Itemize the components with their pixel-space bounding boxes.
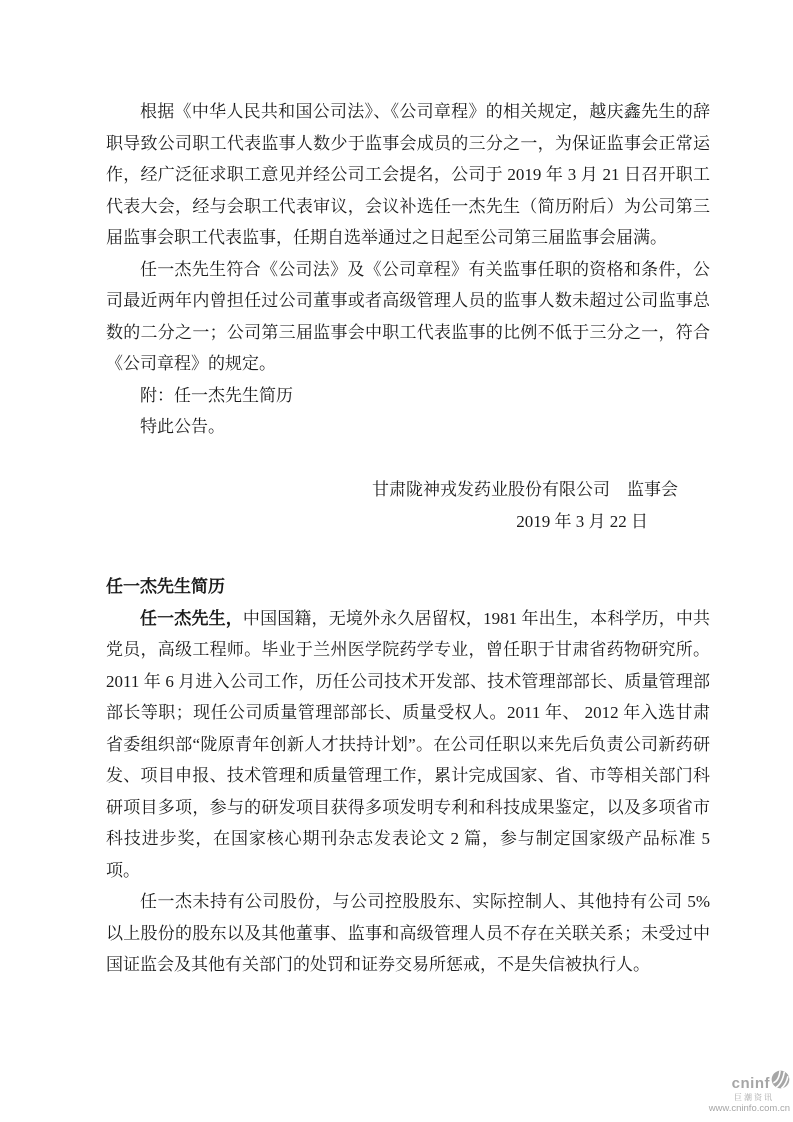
announcement-paragraph-2: 任一杰先生符合《公司法》及《公司章程》有关监事任职的资格和条件，公司最近两年内曾担任过公司董事或者高级管理人员的监事人数未超过公司监事总数的二分之一；公司第三届监事会中职工代表监事的比例不低于三分之一，符合《公司章程》的规定。 xyxy=(106,259,710,373)
resume-disclosure-paragraph: 任一杰未持有公司股份，与公司控股股东、实际控制人、其他持有公司 5%以上股份的股东以及其他董事、监事和高级管理人员不存在关联关系；未受过中国证监会及其他有关部门的处罚和证券交易所惩戒，不是失信被执行人。 xyxy=(106,892,710,974)
attachment-note: 附：任一杰先生简历 xyxy=(140,385,293,405)
cninfo-chinese-name: 巨潮资讯 xyxy=(734,1092,774,1102)
signature-block xyxy=(106,474,710,537)
resume-lead-name: 任一杰先生， xyxy=(140,608,243,628)
cninfo-logo-row xyxy=(709,1074,790,1094)
cninfo-swirl-icon xyxy=(771,1070,790,1094)
signature-company: 甘肃陇神戎发药业股份有限公司 监事会 xyxy=(372,480,678,499)
cninfo-url: www.cninfo.com.cn xyxy=(708,1102,790,1114)
cninfo-watermark xyxy=(709,1074,790,1114)
signature-date: 2019 年 3 月 22 日 xyxy=(516,511,648,531)
resume-body-text: 中国国籍，无境外永久居留权，1981 年出生，本科学历，中共党员，高级工程师。毕业于兰州医学院药学专业，曾任职于甘肃省药物研究所。2011 年 6 月进入公司工作，历任公司技术开发部、技术管理部部长、质量管理部部长等职；现任公司质量管理部部长、质量受权人。2011 年、 2012 年入选甘肃省委组织部“陇原青年创新人才扶持计划”。在公司任职以来先后负责公司新药研发、项目申报、技术管理和质量管理工作，累计完成国家、省、市等相关部门科研项目多项，参与的研发项目获得多项发明专利和科技成果鉴定，以及多项省市科技进步奖，在国家核心期刊杂志发表论文 2 篇，参与制定国家级产品标准 5 项。 xyxy=(106,608,711,880)
resume-heading: 任一杰先生简历 xyxy=(106,577,225,596)
cninfo-logo-text: cninf xyxy=(731,1074,770,1092)
announcement-paragraph-1: 根据《中华人民共和国公司法》、《公司章程》的相关规定，越庆鑫先生的辞职导致公司职工代表监事人数少于监事会成员的三分之一，为保证监事会正常运作，经广泛征求职工意见并经公司工会提名，公司于 2019 年 3 月 21 日召开职工代表大会，经与会职工代表审议，会议补选任一杰先生（简历附后）为公司第三届监事会职工代表监事，任期自选举通过之日起至公司第三届监事会届满。 xyxy=(106,102,710,247)
closing-statement: 特此公告。 xyxy=(140,417,225,436)
resume-paragraph xyxy=(106,603,710,887)
announcement-body xyxy=(106,96,710,981)
